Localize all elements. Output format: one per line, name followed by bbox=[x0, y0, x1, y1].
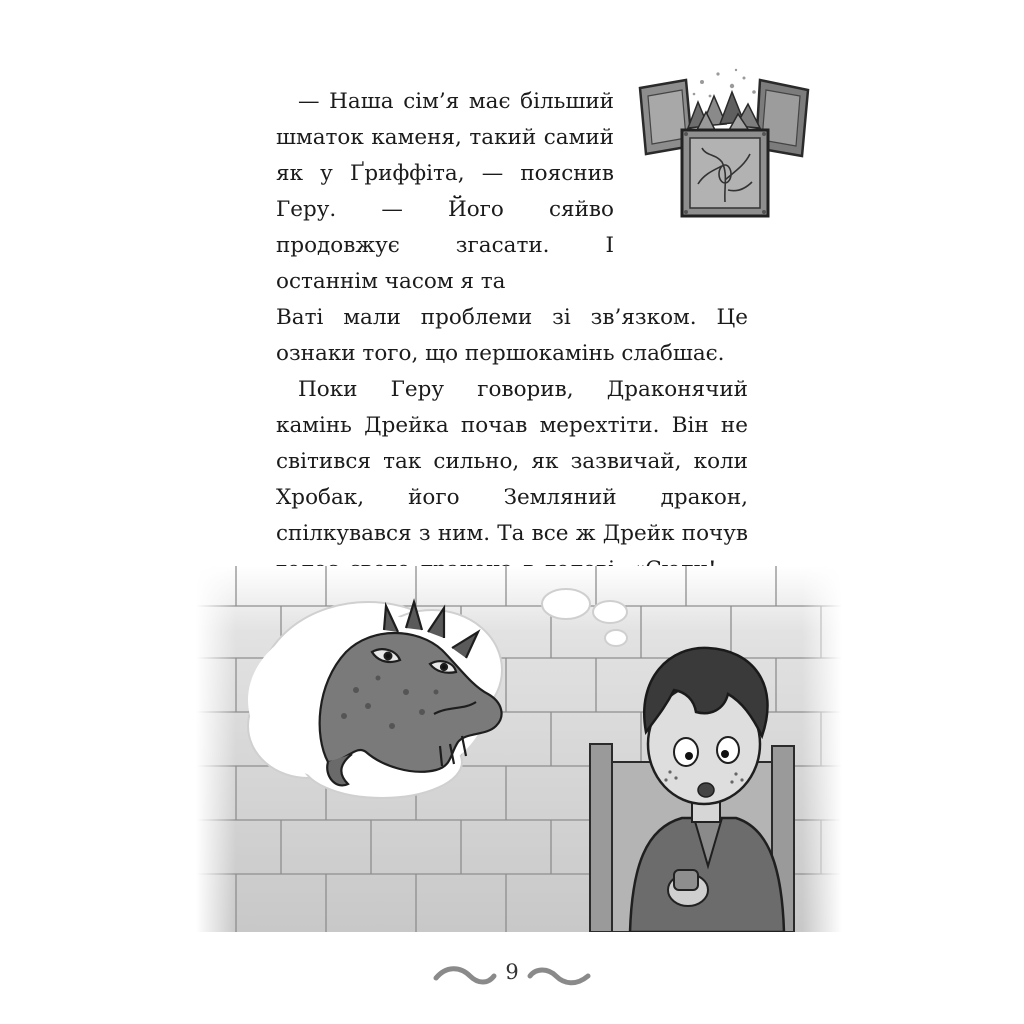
paragraph-1-wrapped: — Наша сім’я має більший шматок каменя, такий самий як у Ґриффіта, — пояснив Геру. — Його сяйво продовжує згасати. І останнім часом я та bbox=[276, 89, 614, 294]
paragraph-1-continued: Ваті мали проблеми зі зв’язком. Це ознаки того, що першокамінь слабшає. bbox=[276, 305, 748, 366]
boy-and-dragon-illustration bbox=[196, 566, 842, 932]
page-number: 9 bbox=[505, 960, 519, 984]
paragraph-2: Поки Геру говорив, Драконячий камінь Дрейка почав мерехтіти. Він не світився так сильно, як зазвичай, коли Хробак, його Земляний дракон, спілкувався з ним. Та все ж Дрейк почув bbox=[276, 377, 748, 546]
